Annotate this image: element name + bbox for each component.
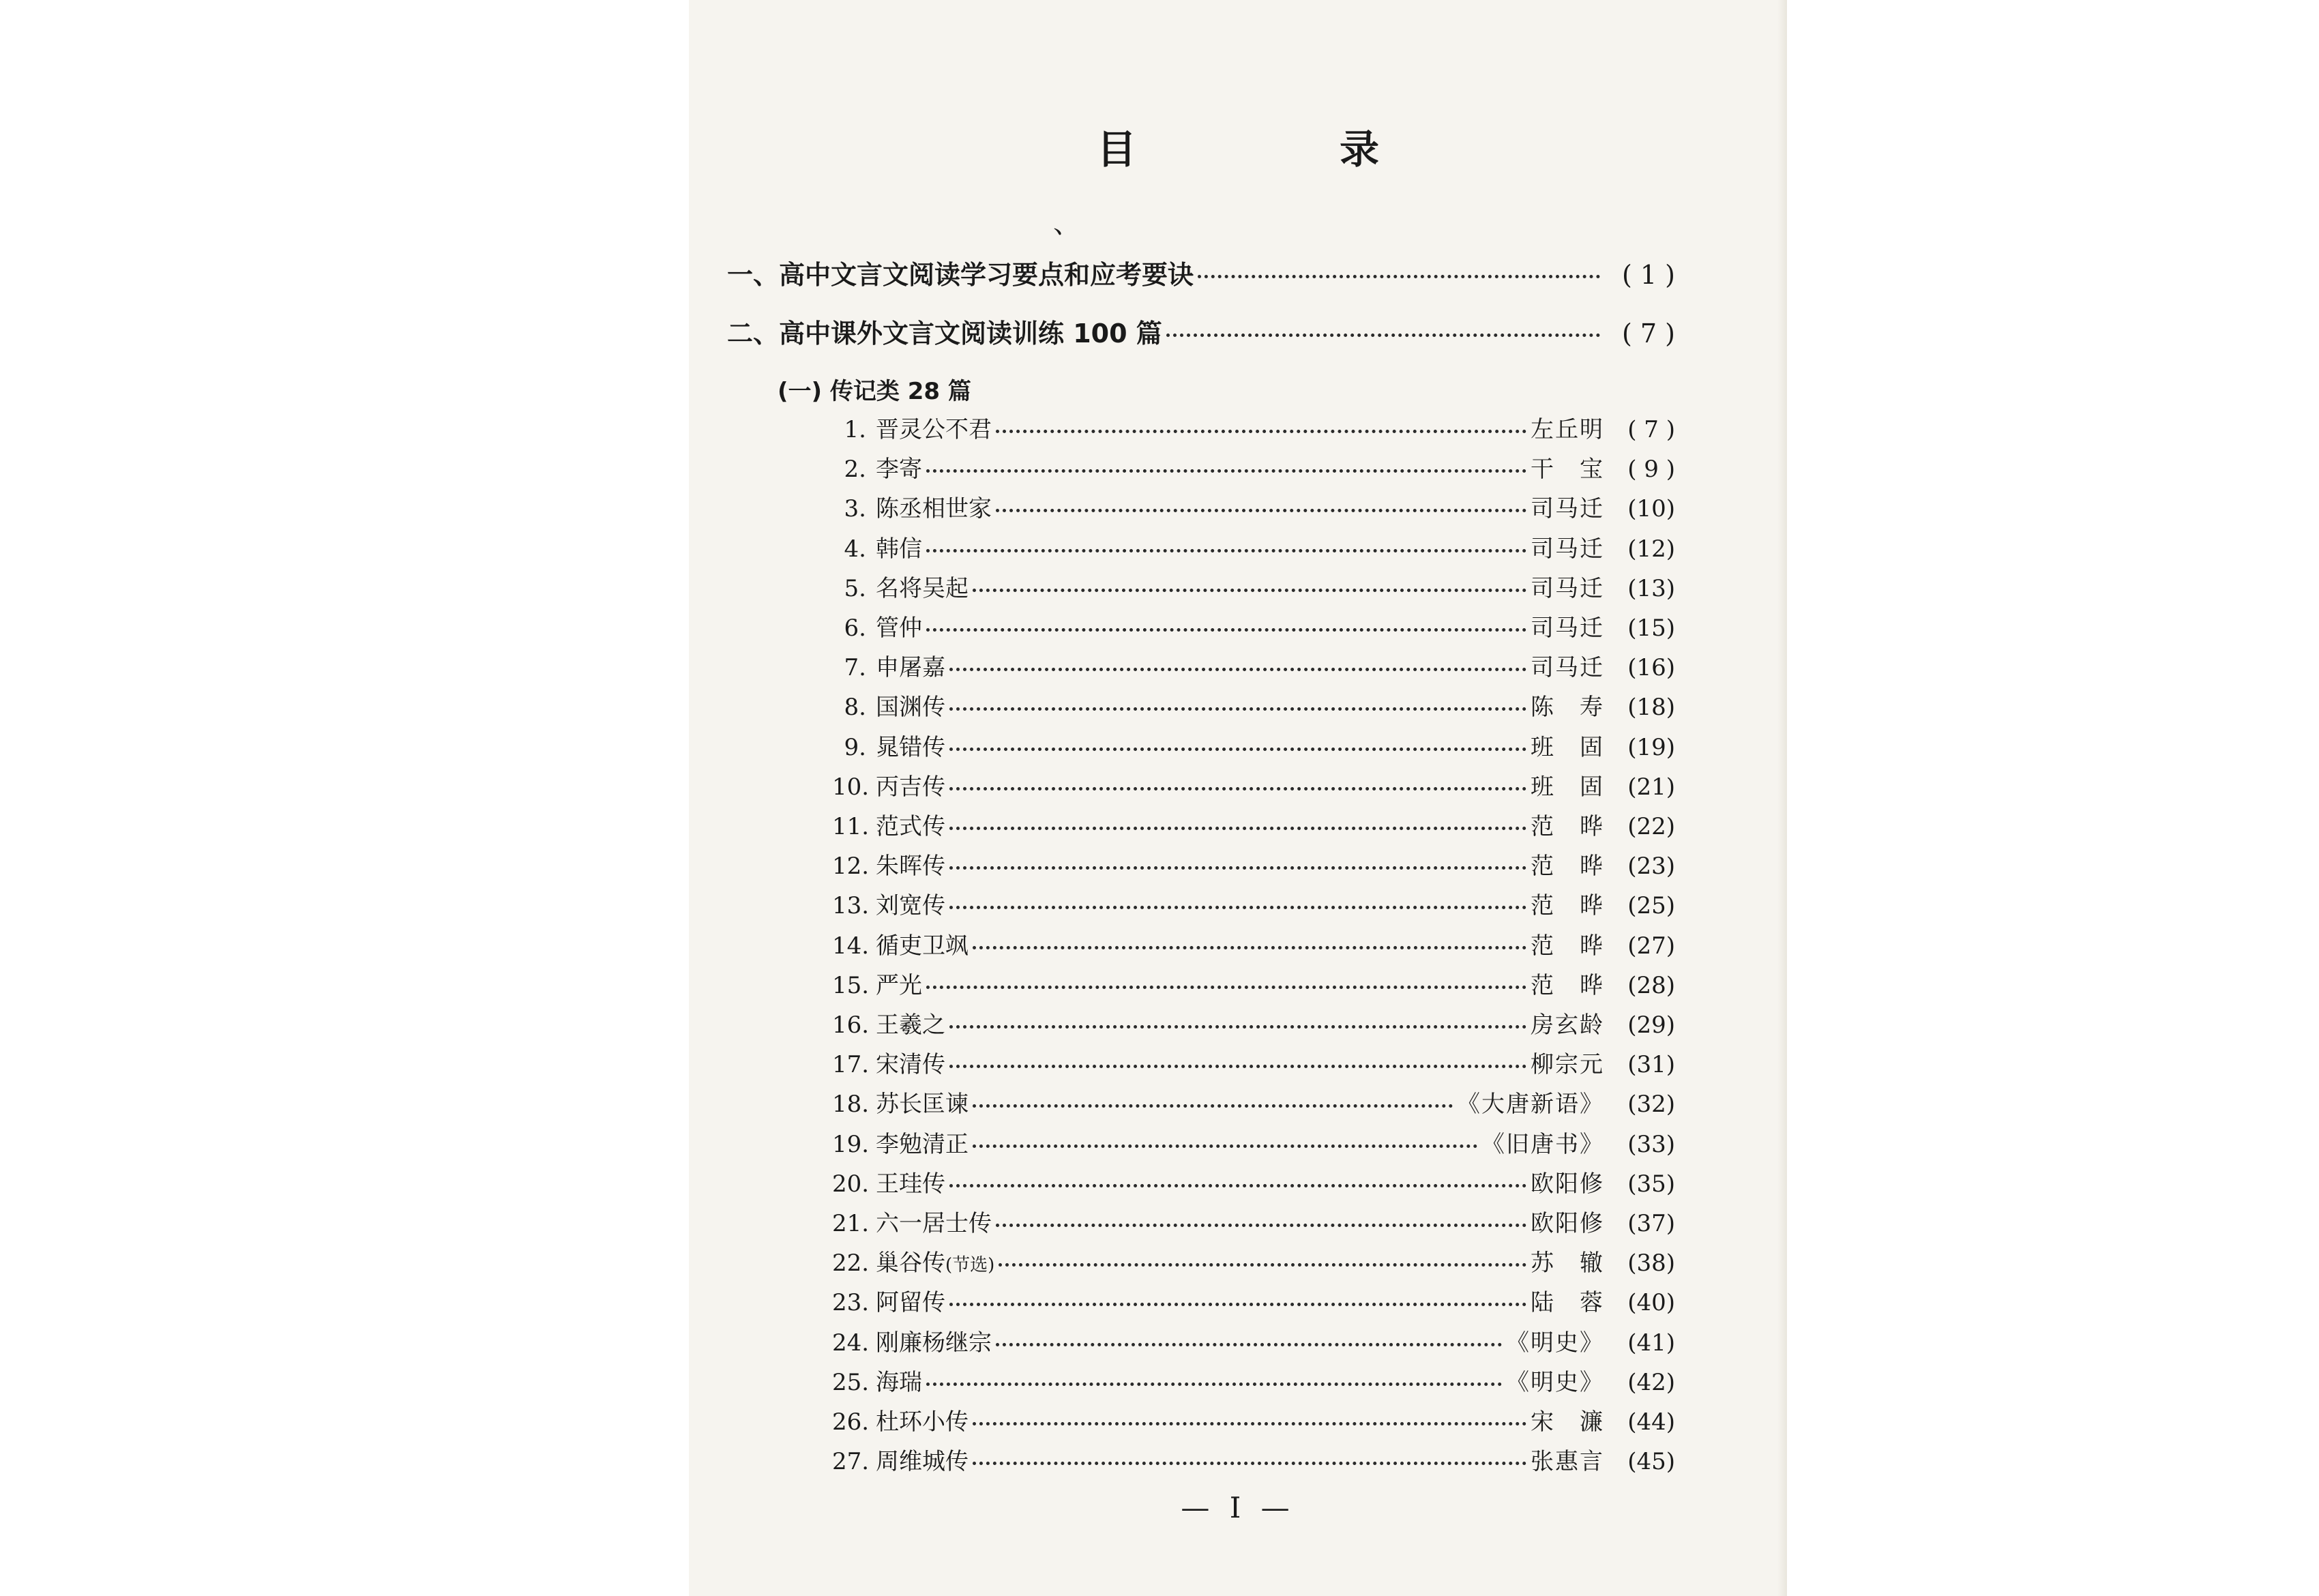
toc-entry[interactable] — [832, 808, 1675, 841]
entry-title: 周维城传 — [876, 1448, 969, 1475]
toc-entry-label — [832, 966, 922, 1000]
entry-number: 27. — [832, 1448, 870, 1475]
entry-number: 22. — [832, 1250, 870, 1277]
entry-title: 名将吴起 — [876, 575, 969, 602]
entry-author: 陆 蓉 — [1531, 1289, 1604, 1316]
toc-entry-label — [832, 1085, 969, 1119]
toc-page-number: (37) — [1627, 1210, 1675, 1237]
toc-entry-label — [832, 1006, 945, 1039]
dot-leader — [973, 946, 1526, 949]
entry-author: 柳宗元 — [1531, 1051, 1604, 1078]
entry-title: 刚廉杨继宗 — [876, 1329, 992, 1357]
toc-entry[interactable] — [832, 411, 1675, 444]
toc-page-number: (45) — [1627, 1448, 1675, 1475]
stray-mark: 、 — [1053, 208, 1080, 239]
entry-number: 18. — [832, 1091, 870, 1118]
entry-title: 丙吉传 — [876, 773, 945, 801]
toc-entry[interactable] — [832, 768, 1675, 801]
dot-leader — [949, 707, 1526, 711]
entry-number: 21. — [832, 1210, 870, 1237]
dot-leader — [949, 1025, 1526, 1029]
entry-author: 苏 辙 — [1531, 1250, 1604, 1277]
entry-author: 《旧唐书》 — [1481, 1131, 1604, 1158]
toc-main-label: 二、高中课外文言文阅读训练 100 篇 — [727, 319, 1162, 349]
entry-author: 范 晔 — [1531, 932, 1604, 960]
entry-number: 8. — [844, 694, 866, 721]
toc-entry[interactable] — [832, 1403, 1675, 1436]
toc-page-number: (15) — [1627, 615, 1675, 642]
dot-leader — [949, 827, 1526, 830]
dot-leader — [999, 1263, 1526, 1267]
toc-page-number: (32) — [1627, 1091, 1675, 1118]
entry-title: 阿留传 — [876, 1289, 945, 1316]
dot-leader — [1166, 334, 1600, 337]
toc-entry[interactable] — [832, 1443, 1675, 1476]
toc-page-number: ( 1 ) — [1622, 260, 1675, 290]
entry-author: 《大唐新语》 — [1457, 1091, 1604, 1118]
dot-leader — [949, 1303, 1526, 1306]
toc-entry[interactable] — [832, 1284, 1675, 1317]
entry-number: 10. — [832, 773, 870, 801]
dot-leader — [996, 1343, 1502, 1346]
toc-page-number: ( 7 ) — [1622, 319, 1675, 349]
toc-page-number: (31) — [1627, 1051, 1675, 1078]
entry-title: 晋灵公不君 — [876, 416, 992, 443]
dot-leader — [996, 1224, 1526, 1227]
entry-author: 司马迁 — [1531, 654, 1604, 681]
toc-entry-label — [832, 887, 945, 920]
toc-entry[interactable] — [832, 609, 1675, 642]
entry-number: 23. — [832, 1289, 870, 1316]
toc-page-number: (41) — [1627, 1329, 1675, 1357]
entry-author: 范 晔 — [1531, 813, 1604, 840]
entry-note: (节选) — [945, 1255, 995, 1275]
entry-title: 李寄 — [876, 456, 922, 483]
toc-page-number: (38) — [1627, 1250, 1675, 1277]
entry-author: 干 宝 — [1531, 456, 1604, 483]
toc-page-number: (18) — [1627, 694, 1675, 721]
toc-page-number: (27) — [1627, 932, 1675, 960]
entry-number: 24. — [832, 1329, 870, 1357]
toc-entry[interactable] — [832, 1205, 1675, 1238]
toc-page-number: (35) — [1627, 1170, 1675, 1198]
toc-entry-label — [832, 570, 969, 603]
toc-main-item[interactable] — [727, 254, 1675, 291]
page-title: 目 录 — [1096, 126, 1461, 173]
entry-author: 班 固 — [1531, 773, 1604, 801]
toc-entry[interactable] — [832, 1046, 1675, 1079]
dot-leader — [949, 787, 1526, 790]
toc-entry-label — [832, 728, 945, 762]
dot-leader — [949, 748, 1526, 751]
entry-title: 王珪传 — [876, 1170, 945, 1198]
entry-author: 司马迁 — [1531, 495, 1604, 522]
toc-entry[interactable] — [832, 1006, 1675, 1039]
toc-entry-label — [832, 927, 969, 960]
toc-entry-label — [832, 1443, 969, 1476]
entry-author: 范 晔 — [1531, 892, 1604, 919]
entry-author: 房玄龄 — [1531, 1011, 1604, 1039]
toc-main-label: 一、高中文言文阅读学习要点和应考要诀 — [727, 260, 1194, 290]
toc-entry-label — [832, 1244, 994, 1277]
entry-number: 4. — [844, 535, 866, 563]
entry-title: 循吏卫飒 — [876, 932, 969, 960]
toc-entry-label — [832, 808, 945, 841]
document-page — [689, 0, 1787, 1596]
entry-title: 范式传 — [876, 813, 945, 840]
toc-entry[interactable] — [832, 1125, 1675, 1159]
entry-title: 海瑞 — [876, 1369, 922, 1396]
entry-number: 3. — [844, 495, 866, 522]
toc-entry[interactable] — [832, 966, 1675, 1000]
dot-leader — [949, 866, 1526, 870]
toc-entry[interactable] — [832, 728, 1675, 762]
toc-page-number: (12) — [1627, 535, 1675, 563]
toc-main-item[interactable] — [727, 312, 1675, 350]
toc-entry-label — [832, 609, 922, 642]
dot-leader — [926, 628, 1526, 632]
entry-title: 苏长匡谏 — [876, 1091, 969, 1118]
toc-entry-label — [832, 688, 945, 722]
entry-title: 刘宽传 — [876, 892, 945, 919]
toc-entry-label — [832, 530, 922, 563]
toc-entry-label — [832, 1125, 969, 1159]
entry-number: 9. — [844, 734, 866, 761]
toc-page-number: (44) — [1627, 1408, 1675, 1436]
toc-entry[interactable] — [832, 887, 1675, 920]
entry-author: 司马迁 — [1531, 535, 1604, 563]
entry-title: 李勉清正 — [876, 1131, 969, 1158]
toc-entry-label — [832, 1284, 945, 1317]
toc-entry-label — [832, 1324, 992, 1357]
dot-leader — [926, 549, 1526, 552]
toc-page-number: (23) — [1627, 853, 1675, 880]
entry-title: 严光 — [876, 972, 922, 999]
entry-author: 班 固 — [1531, 734, 1604, 761]
toc-page-number: (22) — [1627, 813, 1675, 840]
entry-number: 16. — [832, 1011, 870, 1039]
toc-entry-label — [832, 1403, 969, 1436]
toc-page-number: (13) — [1627, 575, 1675, 602]
page-number-footer: — I — — [1181, 1491, 1295, 1524]
entry-number: 14. — [832, 932, 870, 960]
dot-leader — [973, 1144, 1477, 1148]
section-heading: (一) 传记类 28 篇 — [778, 378, 971, 405]
entry-number: 13. — [832, 892, 870, 919]
entry-title: 陈丞相世家 — [876, 495, 992, 522]
entry-author: 《明史》 — [1506, 1329, 1604, 1357]
toc-page-number: (42) — [1627, 1369, 1675, 1396]
dot-leader — [926, 1383, 1502, 1386]
entry-author: 张惠言 — [1531, 1448, 1604, 1475]
toc-entry-label — [832, 450, 922, 484]
entry-author: 欧阳修 — [1531, 1210, 1604, 1237]
entry-title: 巢谷传 — [876, 1250, 945, 1277]
toc-entry-label — [832, 1165, 945, 1198]
toc-entry[interactable] — [832, 570, 1675, 603]
toc-entry[interactable] — [832, 1324, 1675, 1357]
dot-leader — [949, 1065, 1526, 1068]
dot-leader — [996, 430, 1526, 433]
toc-entry[interactable] — [832, 530, 1675, 563]
entry-title: 宋清传 — [876, 1051, 945, 1078]
entry-number: 5. — [844, 575, 866, 602]
toc-page-number: (21) — [1627, 773, 1675, 801]
toc-page-number: (10) — [1627, 495, 1675, 522]
entry-number: 20. — [832, 1170, 870, 1198]
entry-title: 六一居士传 — [876, 1210, 992, 1237]
toc-entry-label — [832, 490, 992, 523]
entry-title: 韩信 — [876, 535, 922, 563]
dot-leader — [1198, 275, 1600, 278]
toc-page-number: ( 7 ) — [1627, 416, 1675, 443]
toc-page-number: (29) — [1627, 1011, 1675, 1039]
entry-number: 6. — [844, 615, 866, 642]
toc-entry-label — [832, 847, 945, 881]
toc-entry[interactable] — [832, 450, 1675, 484]
entry-number: 1. — [844, 416, 866, 443]
entry-title: 王羲之 — [876, 1011, 945, 1039]
entry-number: 2. — [844, 456, 866, 483]
toc-entry[interactable] — [832, 649, 1675, 682]
dot-leader — [996, 509, 1526, 512]
entry-number: 26. — [832, 1408, 870, 1436]
entry-author: 陈 寿 — [1531, 694, 1604, 721]
dot-leader — [973, 1462, 1526, 1465]
entry-author: 范 晔 — [1531, 853, 1604, 880]
toc-page-number: (19) — [1627, 734, 1675, 761]
entry-author: 左丘明 — [1531, 416, 1604, 443]
entry-number: 11. — [832, 813, 870, 840]
toc-entry[interactable] — [832, 1363, 1675, 1397]
toc-entry-label — [832, 1363, 922, 1397]
toc-page-number: (33) — [1627, 1131, 1675, 1158]
toc-page-number: (25) — [1627, 892, 1675, 919]
entry-author: 《明史》 — [1506, 1369, 1604, 1396]
entry-number: 19. — [832, 1131, 870, 1158]
entry-number: 12. — [832, 853, 870, 880]
dot-leader — [973, 589, 1526, 592]
entry-number: 7. — [844, 654, 866, 681]
toc-page-number: (40) — [1627, 1289, 1675, 1316]
dot-leader — [949, 906, 1526, 909]
entry-title: 杜环小传 — [876, 1408, 969, 1436]
entry-number: 15. — [832, 972, 870, 999]
toc-page-number: (28) — [1627, 972, 1675, 999]
dot-leader — [949, 668, 1526, 671]
toc-entry-label — [832, 1046, 945, 1079]
toc-entry[interactable] — [832, 1244, 1675, 1277]
toc-entry-label — [832, 411, 992, 444]
toc-entry[interactable] — [832, 927, 1675, 960]
toc-entry[interactable] — [832, 847, 1675, 881]
entry-title: 朱晖传 — [876, 853, 945, 880]
toc-entry[interactable] — [832, 1085, 1675, 1119]
entry-number: 25. — [832, 1369, 870, 1396]
toc-entry[interactable] — [832, 1165, 1675, 1198]
toc-entry-label — [832, 768, 945, 801]
toc-page-number: ( 9 ) — [1627, 456, 1675, 483]
dot-leader — [973, 1104, 1453, 1108]
toc-entry[interactable] — [832, 688, 1675, 722]
entry-author: 宋 濂 — [1531, 1408, 1604, 1436]
dot-leader — [926, 986, 1526, 989]
toc-page-number: (16) — [1627, 654, 1675, 681]
entry-title: 晁错传 — [876, 734, 945, 761]
entry-author: 司马迁 — [1531, 615, 1604, 642]
entry-author: 司马迁 — [1531, 575, 1604, 602]
entry-title: 国渊传 — [876, 694, 945, 721]
entry-title: 申屠嘉 — [876, 654, 945, 681]
toc-entry-label — [832, 649, 945, 682]
toc-entry[interactable] — [832, 490, 1675, 523]
dot-leader — [926, 469, 1526, 473]
dot-leader — [973, 1422, 1526, 1425]
entry-title: 管仲 — [876, 615, 922, 642]
entry-number: 17. — [832, 1051, 870, 1078]
entry-author: 范 晔 — [1531, 972, 1604, 999]
dot-leader — [949, 1184, 1526, 1187]
entry-author: 欧阳修 — [1531, 1170, 1604, 1198]
toc-entry-label — [832, 1205, 992, 1238]
